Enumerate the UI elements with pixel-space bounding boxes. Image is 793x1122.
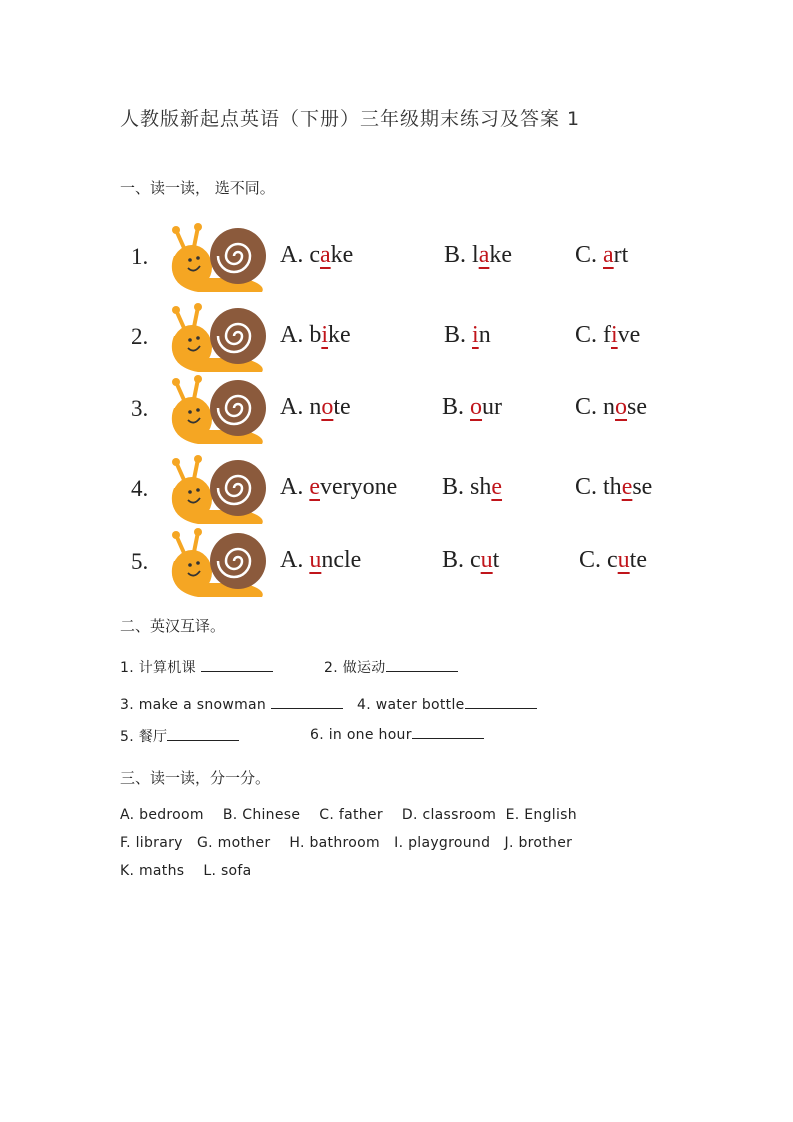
option-b <box>444 322 491 349</box>
option-text: se <box>632 474 653 500</box>
highlighted-letter: i <box>321 322 329 348</box>
highlighted-letter: u <box>617 547 630 573</box>
option-c <box>579 547 647 574</box>
option-text: C. th <box>575 474 622 500</box>
option-text: A. <box>280 547 310 573</box>
highlighted-letter: o <box>470 394 483 420</box>
translation-label: 1. 计算机课 <box>120 660 201 676</box>
option-text: n <box>478 322 491 348</box>
highlighted-letter: u <box>480 547 493 573</box>
part2-heading: 二、英汉互译。 <box>120 617 226 635</box>
option-text: veryone <box>320 474 398 500</box>
translation-label: 3. make a snowman <box>120 697 271 713</box>
option-text: A. <box>280 474 310 500</box>
exercise-number: 5. <box>131 549 149 574</box>
option-a <box>280 322 351 349</box>
exercise-row <box>0 374 793 444</box>
snail-icon <box>162 527 268 599</box>
option-text: ncle <box>321 547 362 573</box>
exercise-number: 2. <box>131 324 149 349</box>
option-c <box>575 322 640 349</box>
page-title: 人教版新起点英语（下册）三年级期末练习及答案 1 <box>120 108 581 130</box>
option-c <box>575 394 647 421</box>
part3-heading: 三、读一读，分一分。 <box>120 769 271 787</box>
option-text: ur <box>482 394 503 420</box>
option-text: ke <box>330 242 354 268</box>
snail-icon <box>162 222 268 294</box>
exercise-row <box>0 222 793 292</box>
option-text: A. b <box>280 322 322 348</box>
option-text: C. c <box>579 547 618 573</box>
highlighted-letter: e <box>621 474 633 500</box>
answer-blank[interactable] <box>167 728 239 741</box>
option-text: B. c <box>442 547 481 573</box>
word-bank-line-3: K. maths L. sofa <box>120 863 252 879</box>
translation-item-3 <box>120 696 343 713</box>
highlighted-letter: i <box>472 322 479 348</box>
translation-label: 5. 餐厅 <box>120 729 168 745</box>
option-text: C. f <box>575 322 611 348</box>
answer-blank[interactable] <box>386 659 458 672</box>
option-text: C. n <box>575 394 616 420</box>
word-bank-line-2: F. library G. mother H. bathroom I. playground J. brother <box>120 835 573 851</box>
option-text: A. c <box>280 242 320 268</box>
option-b <box>444 242 512 269</box>
option-text: B. l <box>444 242 479 268</box>
highlighted-letter: e <box>309 474 320 500</box>
option-b <box>442 547 499 574</box>
snail-icon <box>162 374 268 446</box>
option-a <box>280 547 361 574</box>
answer-blank[interactable] <box>201 659 273 672</box>
translation-item-5 <box>120 726 239 746</box>
highlighted-letter: e <box>491 474 503 500</box>
option-text: B. <box>442 394 471 420</box>
exercise-row <box>0 527 793 597</box>
highlighted-letter: i <box>611 322 618 348</box>
highlighted-letter: a <box>603 242 614 268</box>
option-text: rt <box>613 242 629 268</box>
exercise-number: 4. <box>131 476 149 501</box>
option-a <box>280 242 353 269</box>
snail-icon <box>162 302 268 374</box>
translation-item-1 <box>120 657 273 677</box>
exercise-row <box>0 454 793 524</box>
answer-blank[interactable] <box>271 696 343 709</box>
option-c <box>575 474 652 501</box>
option-b <box>442 394 502 421</box>
part1-heading: 一、读一读， 选不同。 <box>120 179 275 197</box>
option-a <box>280 474 397 501</box>
answer-blank[interactable] <box>412 726 484 739</box>
answer-blank[interactable] <box>465 696 537 709</box>
translation-item-4 <box>357 696 537 713</box>
option-text: t <box>492 547 500 573</box>
option-a <box>280 394 351 421</box>
option-text: C. <box>575 242 604 268</box>
translation-label: 6. in one hour <box>310 727 412 743</box>
translation-item-2 <box>324 657 458 677</box>
exercise-row <box>0 302 793 372</box>
option-text: te <box>333 394 351 420</box>
translation-label: 4. water bottle <box>357 697 465 713</box>
option-text: A. n <box>280 394 322 420</box>
option-text: ve <box>617 322 641 348</box>
translation-label: 2. 做运动 <box>324 660 386 676</box>
snail-icon <box>162 454 268 526</box>
highlighted-letter: o <box>321 394 334 420</box>
exercise-number: 1. <box>131 244 149 269</box>
word-bank-line-1: A. bedroom B. Chinese C. father D. classroom E. English <box>120 807 577 823</box>
option-text: se <box>627 394 648 420</box>
option-b <box>442 474 502 501</box>
option-text: ke <box>489 242 512 268</box>
exercise-number: 3. <box>131 396 149 421</box>
highlighted-letter: a <box>478 242 490 268</box>
option-text: te <box>629 547 647 573</box>
highlighted-letter: u <box>309 547 322 573</box>
highlighted-letter: o <box>615 394 628 420</box>
option-text: B. <box>444 322 473 348</box>
option-c <box>575 242 628 269</box>
highlighted-letter: a <box>319 242 331 268</box>
option-text: ke <box>328 322 351 348</box>
option-text: B. sh <box>442 474 492 500</box>
translation-item-6 <box>310 726 484 743</box>
